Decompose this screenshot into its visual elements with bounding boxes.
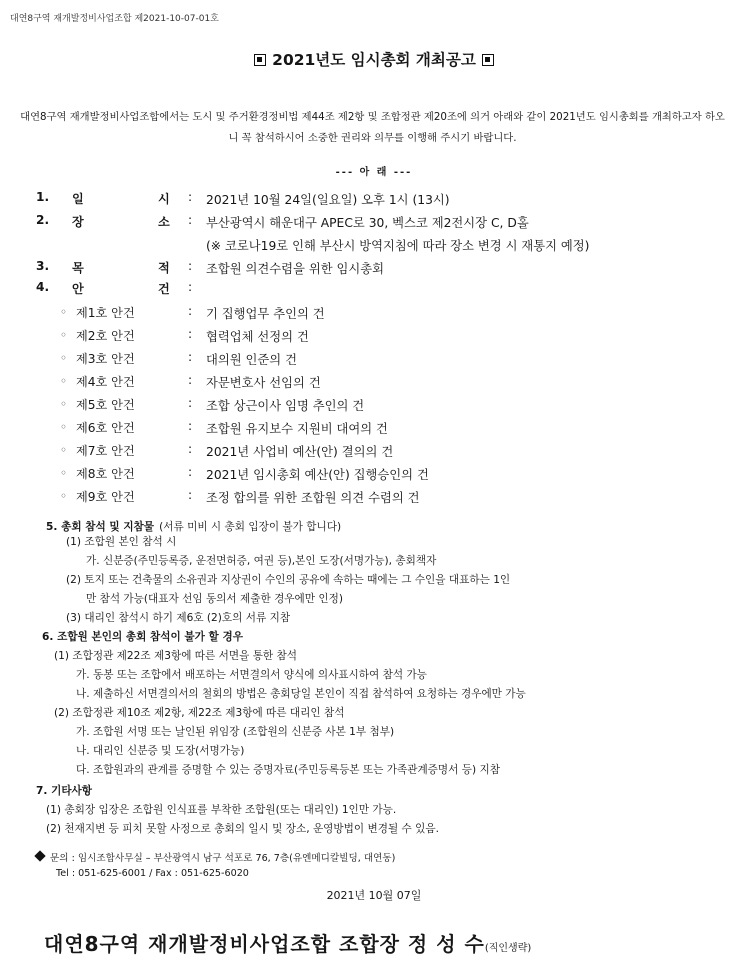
section-6-line: 가. 동봉 또는 조합에서 배포하는 서면결의서 양식에 의사표시하여 참석 가능 xyxy=(76,669,427,681)
signer xyxy=(44,928,531,957)
diamond-bullet-icon xyxy=(34,850,45,861)
section-7-line: (2) 천재지변 등 피치 못할 사정으로 총회의 일시 및 장소, 운영방법이 변경될 수 있음. xyxy=(46,823,439,835)
agenda-number: 제5호 안건 xyxy=(76,398,135,412)
section-5-line: 만 참석 가능(대표자 선임 동의서 제출한 경우에만 인정) xyxy=(86,593,343,605)
square-bullet-icon xyxy=(254,54,266,66)
contact-phone: Tel : 051-625-6001 / Fax : 051-625-6020 xyxy=(56,868,249,879)
item-date-label-2: 시 xyxy=(158,192,170,206)
bullet-icon: ◦ xyxy=(60,489,68,503)
agenda-text: 조정 합의를 위한 조합원 의견 수렴의 건 xyxy=(206,491,420,505)
agenda-colon: : xyxy=(188,327,193,341)
issue-date: 2021년 10월 07일 xyxy=(326,889,422,902)
section-5-line: (2) 토지 또는 건축물의 소유권과 지상권이 수인의 공유에 속하는 때에는 그 수인을 대표하는 1인 xyxy=(66,574,511,586)
agenda-text: 2021년 사업비 예산(안) 결의의 건 xyxy=(206,445,394,459)
agenda-number: 제2호 안건 xyxy=(76,329,135,343)
section-5-line: (1) 조합원 본인 참석 시 xyxy=(66,536,177,548)
agenda-colon: : xyxy=(188,442,193,456)
item-purpose-value: 조합원 의견수렴을 위한 임시총회 xyxy=(206,262,385,276)
item-agenda-label-1: 안 xyxy=(72,282,84,296)
item-purpose-label-1: 목 xyxy=(72,261,84,275)
item-agenda-number: 4. xyxy=(36,280,50,294)
item-date-number: 1. xyxy=(36,190,50,204)
section-6-line: 나. 제출하신 서면결의서의 철회의 방법은 총회당일 본인이 직접 참석하여 요청하는 경우에만 가능 xyxy=(76,688,526,700)
section-6-line: (2) 조합정관 제10조 제2항, 제22조 제3항에 따른 대리인 참석 xyxy=(54,707,345,719)
bullet-icon: ◦ xyxy=(60,466,68,480)
section-6-line: 다. 조합원과의 관계를 증명할 수 있는 증명자료(주민등록등본 또는 가족관계증명서 등) 지참 xyxy=(76,764,500,776)
item-date-colon: : xyxy=(188,190,193,204)
agenda-number: 제9호 안건 xyxy=(76,490,135,504)
agenda-number: 제8호 안건 xyxy=(76,467,135,481)
section-5-heading xyxy=(46,515,341,534)
intro-paragraph: 대연8구역 재개발정비사업조합에서는 도시 및 주거환경정비법 제44조 제2항 및 조합정관 제20조에 의거 아래와 같이 2021년도 임시총회를 개최하고자 하오니 꼭 참석하시어 소중한 권리와 의무를 이행해 주시기 바랍니다. xyxy=(20,111,725,144)
square-bullet-icon xyxy=(482,54,494,66)
item-place-colon: : xyxy=(188,213,193,227)
item-place-note: (※ 코로나19로 인해 부산시 방역지침에 따라 장소 변경 시 재통지 예정) xyxy=(206,239,590,253)
agenda-number: 제3호 안건 xyxy=(76,352,135,366)
item-purpose-label-2: 적 xyxy=(158,261,170,275)
agenda-colon: : xyxy=(188,419,193,433)
item-place-number: 2. xyxy=(36,213,50,227)
bullet-icon: ◦ xyxy=(60,443,68,457)
document-number: 대연8구역 재개발정비사업조합 제2021-10-07-01호 xyxy=(10,14,219,24)
section-5-line: 가. 신분증(주민등록증, 운전면허증, 여권 등),본인 도장(서명가능), 총회책자 xyxy=(86,555,437,567)
agenda-colon: : xyxy=(188,304,193,318)
contact-address: 문의 : 임시조합사무실 – 부산광역시 남구 석포로 76, 7층(유엔메디칼빌딩, 대연동) xyxy=(50,853,396,864)
section-6-line: (1) 조합정관 제22조 제3항에 따른 서면을 통한 참석 xyxy=(54,650,298,662)
item-date-label-1: 일 xyxy=(72,192,84,206)
item-date-value: 2021년 10월 24일(일요일) 오후 1시 (13시) xyxy=(206,193,450,207)
bullet-icon: ◦ xyxy=(60,351,68,365)
item-place-label-1: 장 xyxy=(72,215,84,229)
item-place-label-2: 소 xyxy=(158,215,170,229)
signer-name: 대연8구역 재개발정비사업조합 조합장 정 성 수 xyxy=(44,932,485,956)
agenda-colon: : xyxy=(188,373,193,387)
title-text: 2021년도 임시총회 개최공고 xyxy=(272,51,476,69)
seal-note: (직인생략) xyxy=(484,943,532,954)
section-5-line: (3) 대리인 참석시 하기 제6호 (2)호의 서류 지참 xyxy=(66,612,291,624)
item-place-value: 부산광역시 해운대구 APEC로 30, 벡스코 제2전시장 C, D홀 xyxy=(206,216,529,230)
contact-line-1 xyxy=(36,850,395,864)
agenda-number: 제7호 안건 xyxy=(76,444,135,458)
agenda-text: 조합 상근이사 임명 추인의 건 xyxy=(206,399,365,413)
agenda-colon: : xyxy=(188,350,193,364)
agenda-text: 조합원 유지보수 지원비 대여의 건 xyxy=(206,422,388,436)
bullet-icon: ◦ xyxy=(60,328,68,342)
agenda-text: 협력업체 선정의 건 xyxy=(206,330,309,344)
section-6-title: 6. 조합원 본인의 총회 참석이 불가 할 경우 xyxy=(42,631,243,643)
agenda-number: 제6호 안건 xyxy=(76,421,135,435)
bullet-icon: ◦ xyxy=(60,420,68,434)
item-agenda-colon: : xyxy=(188,280,193,294)
bullet-icon: ◦ xyxy=(60,305,68,319)
section-7-title: 7. 기타사항 xyxy=(36,785,93,797)
section-7-line: (1) 총회장 입장은 조합원 인식표를 부착한 조합원(또는 대리인) 1인만 가능. xyxy=(46,804,397,816)
agenda-colon: : xyxy=(188,465,193,479)
item-purpose-colon: : xyxy=(188,259,193,273)
ar-heading: --- 아 래 --- xyxy=(335,167,413,178)
agenda-number: 제4호 안건 xyxy=(76,375,135,389)
agenda-text: 대의원 인준의 건 xyxy=(206,353,297,367)
agenda-text: 자문변호사 선임의 건 xyxy=(206,376,321,390)
item-purpose-number: 3. xyxy=(36,259,50,273)
item-agenda-label-2: 건 xyxy=(158,282,170,296)
agenda-colon: : xyxy=(188,488,193,502)
section-6-line: 나. 대리인 신분증 및 도장(서명가능) xyxy=(76,745,245,757)
agenda-colon: : xyxy=(188,396,193,410)
agenda-text: 2021년 임시총회 예산(안) 집행승인의 건 xyxy=(206,468,429,482)
section-5-title: 5. 총회 참석 및 지참물 xyxy=(46,521,155,533)
page-title xyxy=(0,48,748,70)
section-5-note: (서류 미비 시 총회 입장이 불가 합니다) xyxy=(159,521,342,533)
section-6-line: 가. 조합원 서명 또는 날인된 위임장 (조합원의 신분증 사본 1부 첨부) xyxy=(76,726,395,738)
agenda-number: 제1호 안건 xyxy=(76,306,135,320)
bullet-icon: ◦ xyxy=(60,397,68,411)
bullet-icon: ◦ xyxy=(60,374,68,388)
agenda-text: 기 집행업무 추인의 건 xyxy=(206,307,325,321)
